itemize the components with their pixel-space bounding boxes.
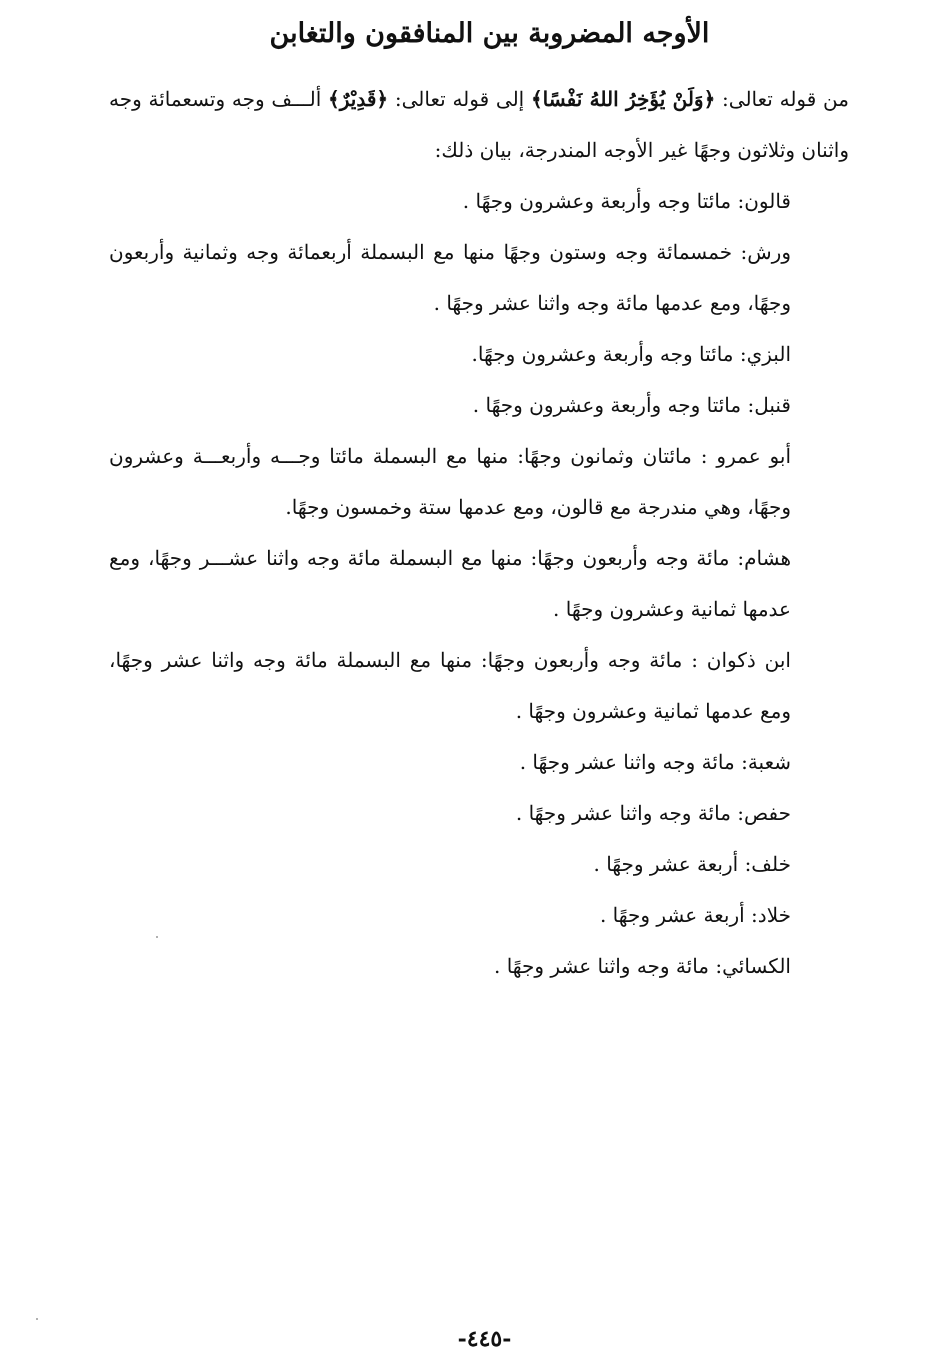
entry-ibn-dhakwan: ابن ذكوان : مائة وجه وأربعون وجهًا: منها مع البسملة مائة وجه واثنا عشر وجهًا، ومع عدمها ثمانية وعشرون وجهًا . [109, 648, 791, 723]
entry-hisham: هشام: مائة وجه وأربعون وجهًا: منها مع البسملة مائة وجه واثنا عشـــر وجهًا، ومع عدمها ثمانية وعشرون وجهًا . [109, 546, 791, 621]
intro-middle: إلى قوله تعالى: [388, 87, 531, 111]
intro-paragraph [109, 74, 849, 176]
entry-abu-amr: أبو عمرو : مائتان وثمانون وجهًا: منها مع البسملة مائتا وجـــه وأربعـــة وعشرون وجهًا، وهي مندرجة مع قالون، ومع عدمها ستة وخمسون وجهًا. [109, 444, 791, 519]
intro-prefix: من قوله تعالى: [715, 87, 849, 111]
page-number: -٤٤٥- [457, 1326, 512, 1352]
entry-khalaf: خلف: أربعة عشر وجهًا . [593, 852, 791, 876]
entry-kisai: الكسائي: مائة وجه واثنا عشر وجهًا . [493, 954, 791, 978]
quran-quote-start: ﴿وَلَنْ يُؤَخِرُ اللهُ نَفْسًا﴾ [530, 87, 716, 111]
scan-speck [36, 1318, 38, 1320]
entry-shuba: شعبة: مائة وجه واثنا عشر وجهًا . [519, 750, 791, 774]
entry-qalun: قالون: مائتا وجه وأربعة وعشرون وجهًا . [462, 189, 791, 213]
entry-hafs: حفص: مائة وجه واثنا عشر وجهًا . [515, 801, 791, 825]
page-title: الأوجه المضروبة بين المنافقون والتغابن [269, 18, 710, 49]
entry-warsh: ورش: خمسمائة وجه وستون وجهًا منها مع البسملة أربعمائة وجه وثمانية وأربعون وجهًا، ومع عدمها مائة وجه واثنا عشر وجهًا . [109, 240, 791, 315]
quran-quote-end: ﴿قَدِيْرٌ﴾ [328, 87, 389, 111]
entry-khallad: خلاد: أربعة عشر وجهًا . [599, 903, 791, 927]
entry-bazzi: البزي: مائتا وجه وأربعة وعشرون وجهًا. [471, 342, 791, 366]
intro-suffix: ألـــف وجه وتسعمائة وجه واثنان وثلاثون وجهًا غير الأوجه المندرجة، بيان ذلك: [109, 87, 849, 162]
scan-speck [156, 936, 158, 938]
body-text [109, 74, 849, 992]
entry-qunbul: قنبل: مائتا وجه وأربعة وعشرون وجهًا . [472, 393, 791, 417]
